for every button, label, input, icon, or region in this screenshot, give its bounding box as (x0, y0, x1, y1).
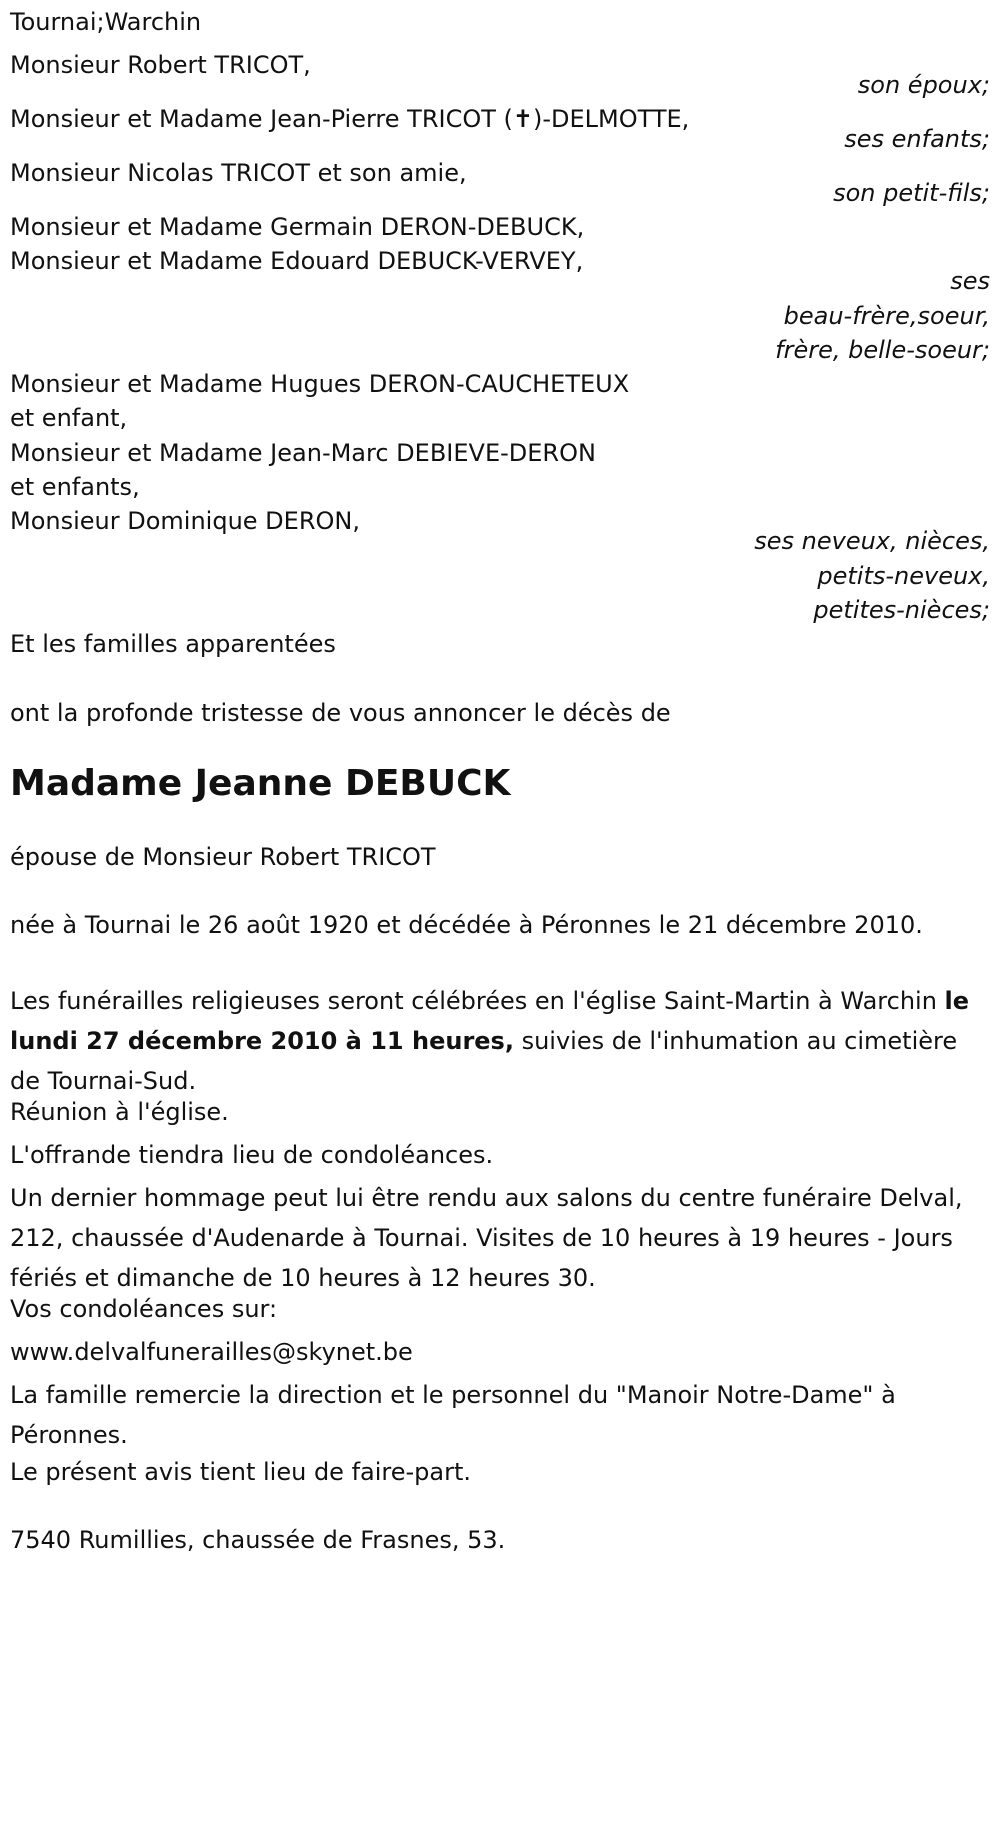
funeral-text-2: suivies de l'inhumation au cimetière de Tournai-Sud. (10, 1027, 958, 1095)
nephews-relation-3: petites-nièces; (813, 596, 990, 624)
condolences-label: Vos condoléances sur: (10, 1295, 278, 1323)
condolences-contact[interactable]: www.delvalfunerailles@skynet.be (10, 1338, 413, 1366)
grandson-name: Monsieur Nicolas TRICOT et son amie, (10, 159, 467, 187)
meeting-note: Réunion à l'église. (10, 1098, 229, 1126)
location-heading: Tournai;Warchin (10, 8, 202, 36)
spouse-of: épouse de Monsieur Robert TRICOT (10, 843, 436, 871)
grandson-relation: son petit-fils; (833, 179, 990, 207)
nephews-relation-2: petits-neveux, (817, 562, 990, 590)
nephew-name-4: et enfants, (10, 473, 140, 501)
children-relation: ses enfants; (844, 125, 990, 153)
sibling-name-1: Monsieur et Madame Germain DERON-DEBUCK, (10, 213, 585, 241)
sibling-name-2: Monsieur et Madame Edouard DEBUCK-VERVEY, (10, 247, 584, 275)
tribute-paragraph: Un dernier hommage peut lui être rendu aux salons du centre funéraire Delval, 212, chaussée d'Audenarde à Tournai. Visites de 10 heures à 19 heures - Jours fériés et dimanche de 10 heures à 12 heures 30. (10, 1184, 963, 1292)
funeral-date-time: le lundi 27 décembre 2010 à 11 heures, (10, 987, 970, 1055)
spouse-relation: son époux; (857, 71, 990, 99)
nephew-name-3: Monsieur et Madame Jean-Marc DEBIEVE-DERON (10, 439, 596, 467)
offering-note: L'offrande tiendra lieu de condoléances. (10, 1141, 494, 1169)
spouse-name: Monsieur Robert TRICOT, (10, 51, 311, 79)
nephew-name-2: et enfant, (10, 404, 128, 432)
funeral-paragraph (10, 981, 985, 1101)
children-name: Monsieur et Madame Jean-Pierre TRICOT (✝)-DELMOTTE, (10, 105, 690, 133)
siblings-relation-3: frère, belle-soeur; (775, 336, 990, 364)
birth-death-paragraph: née à Tournai le 26 août 1920 et décédée à Péronnes le 21 décembre 2010. (10, 911, 923, 939)
funeral-text-1: Les funérailles religieuses seront célébrées en l'église Saint-Martin à Warchin (10, 987, 945, 1015)
siblings-relation-2: beau-frère,soeur, (783, 302, 990, 330)
nephew-name-1: Monsieur et Madame Hugues DERON-CAUCHETEUX (10, 370, 630, 398)
nephews-relation-1: ses neveux, nièces, (754, 527, 990, 555)
nephew-name-5: Monsieur Dominique DERON, (10, 507, 360, 535)
thanks-paragraph: La famille remercie la direction et le personnel du "Manoir Notre-Dame" à Péronnes. (10, 1381, 896, 1449)
siblings-relation-1: ses (950, 267, 990, 295)
deceased-name: Madame Jeanne DEBUCK (10, 763, 511, 804)
address-line: 7540 Rumillies, chaussée de Frasnes, 53. (10, 1526, 506, 1554)
announcement-intro: ont la profonde tristesse de vous annoncer le décès de (10, 699, 671, 727)
related-families: Et les familles apparentées (10, 630, 336, 658)
notice-note: Le présent avis tient lieu de faire-part. (10, 1458, 472, 1486)
